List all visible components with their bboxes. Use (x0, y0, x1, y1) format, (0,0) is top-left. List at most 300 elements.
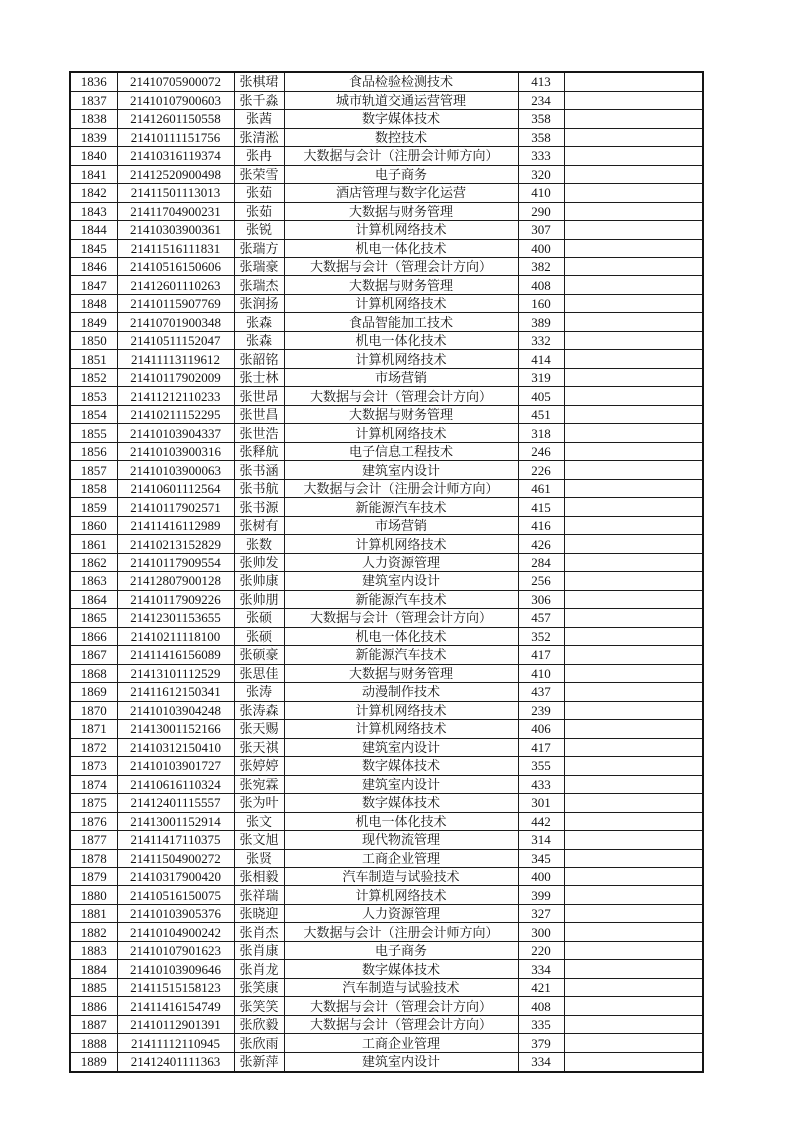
empty-cell (564, 683, 703, 701)
empty-cell (564, 147, 703, 165)
exam-id-cell: 21411113119612 (117, 350, 234, 368)
exam-id-cell: 21410107901623 (117, 941, 234, 959)
exam-id-cell: 21412601150558 (117, 110, 234, 128)
major-cell: 建筑室内设计 (284, 738, 518, 756)
table-row (70, 258, 703, 276)
exam-id-cell: 21411612150341 (117, 683, 234, 701)
score-cell: 307 (518, 221, 564, 239)
row-number-cell: 1861 (70, 535, 117, 553)
major-cell: 计算机网络技术 (284, 424, 518, 442)
score-cell: 421 (518, 978, 564, 996)
row-number-cell: 1873 (70, 757, 117, 775)
major-cell: 市场营销 (284, 516, 518, 534)
score-cell: 451 (518, 405, 564, 423)
exam-id-cell: 21411516111831 (117, 239, 234, 257)
table-row (70, 239, 703, 257)
empty-cell (564, 405, 703, 423)
name-cell: 张晓迎 (234, 904, 284, 922)
exam-id-cell: 21410104900242 (117, 923, 234, 941)
exam-id-cell: 21410516150606 (117, 258, 234, 276)
name-cell: 张笑康 (234, 978, 284, 996)
table-row (70, 646, 703, 664)
exam-id-cell: 21411417110375 (117, 831, 234, 849)
name-cell: 张荣雪 (234, 165, 284, 183)
major-cell: 动漫制作技术 (284, 683, 518, 701)
major-cell: 城市轨道交通运营管理 (284, 91, 518, 109)
score-cell: 355 (518, 757, 564, 775)
row-number-cell: 1841 (70, 165, 117, 183)
table-row (70, 294, 703, 312)
table-row (70, 331, 703, 349)
major-cell: 数字媒体技术 (284, 794, 518, 812)
score-cell: 318 (518, 424, 564, 442)
score-cell: 160 (518, 294, 564, 312)
row-number-cell: 1874 (70, 775, 117, 793)
table-row (70, 147, 703, 165)
table-row (70, 572, 703, 590)
empty-cell (564, 609, 703, 627)
row-number-cell: 1863 (70, 572, 117, 590)
name-cell: 张清淞 (234, 128, 284, 146)
score-cell: 405 (518, 387, 564, 405)
row-number-cell: 1836 (70, 72, 117, 91)
table-row (70, 128, 703, 146)
exam-id-cell: 21410117902571 (117, 498, 234, 516)
name-cell: 张肖康 (234, 941, 284, 959)
name-cell: 张思佳 (234, 664, 284, 682)
empty-cell (564, 239, 703, 257)
row-number-cell: 1845 (70, 239, 117, 257)
exam-id-cell: 21410103900316 (117, 442, 234, 460)
row-number-cell: 1867 (70, 646, 117, 664)
exam-id-cell: 21410112901391 (117, 1015, 234, 1033)
major-cell: 大数据与会计（管理会计方向） (284, 1015, 518, 1033)
table-row (70, 867, 703, 885)
empty-cell (564, 276, 703, 294)
table-row (70, 849, 703, 867)
major-cell: 机电一体化技术 (284, 627, 518, 645)
empty-cell (564, 794, 703, 812)
score-cell: 408 (518, 997, 564, 1015)
score-cell: 239 (518, 701, 564, 719)
table-row (70, 553, 703, 571)
row-number-cell: 1847 (70, 276, 117, 294)
name-cell: 张笑笑 (234, 997, 284, 1015)
name-cell: 张数 (234, 535, 284, 553)
empty-cell (564, 831, 703, 849)
empty-cell (564, 590, 703, 608)
name-cell: 张千淼 (234, 91, 284, 109)
major-cell: 大数据与财务管理 (284, 276, 518, 294)
empty-cell (564, 572, 703, 590)
score-cell: 399 (518, 886, 564, 904)
row-number-cell: 1880 (70, 886, 117, 904)
exam-id-cell: 21413101112529 (117, 664, 234, 682)
exam-id-cell: 21410303900361 (117, 221, 234, 239)
name-cell: 张森 (234, 331, 284, 349)
row-number-cell: 1848 (70, 294, 117, 312)
score-cell: 400 (518, 867, 564, 885)
row-number-cell: 1885 (70, 978, 117, 996)
score-cell: 290 (518, 202, 564, 220)
table-row (70, 812, 703, 830)
table-row (70, 738, 703, 756)
row-number-cell: 1883 (70, 941, 117, 959)
name-cell: 张肖杰 (234, 923, 284, 941)
exam-id-cell: 21410701900348 (117, 313, 234, 331)
score-cell: 345 (518, 849, 564, 867)
major-cell: 大数据与会计（管理会计方向） (284, 609, 518, 627)
table-row (70, 941, 703, 959)
major-cell: 大数据与会计（管理会计方向） (284, 258, 518, 276)
row-number-cell: 1843 (70, 202, 117, 220)
score-cell: 306 (518, 590, 564, 608)
empty-cell (564, 1015, 703, 1033)
major-cell: 计算机网络技术 (284, 535, 518, 553)
empty-cell (564, 997, 703, 1015)
exam-id-cell: 21410103904248 (117, 701, 234, 719)
score-cell: 415 (518, 498, 564, 516)
empty-cell (564, 331, 703, 349)
major-cell: 计算机网络技术 (284, 720, 518, 738)
name-cell: 张瑞方 (234, 239, 284, 257)
empty-cell (564, 128, 703, 146)
major-cell: 数字媒体技术 (284, 110, 518, 128)
table-row (70, 165, 703, 183)
row-number-cell: 1862 (70, 553, 117, 571)
exam-id-cell: 21411501113013 (117, 184, 234, 202)
table-row (70, 757, 703, 775)
score-cell: 416 (518, 516, 564, 534)
empty-cell (564, 757, 703, 775)
score-cell: 220 (518, 941, 564, 959)
empty-cell (564, 775, 703, 793)
table-row (70, 1034, 703, 1052)
major-cell: 工商企业管理 (284, 1034, 518, 1052)
score-cell: 300 (518, 923, 564, 941)
name-cell: 张帅康 (234, 572, 284, 590)
row-number-cell: 1849 (70, 313, 117, 331)
major-cell: 大数据与财务管理 (284, 405, 518, 423)
empty-cell (564, 165, 703, 183)
name-cell: 张书涵 (234, 461, 284, 479)
score-cell: 417 (518, 738, 564, 756)
row-number-cell: 1839 (70, 128, 117, 146)
empty-cell (564, 72, 703, 91)
table-row (70, 72, 703, 91)
score-cell: 406 (518, 720, 564, 738)
name-cell: 张硕 (234, 627, 284, 645)
name-cell: 张书源 (234, 498, 284, 516)
empty-cell (564, 91, 703, 109)
name-cell: 张帅朋 (234, 590, 284, 608)
major-cell: 人力资源管理 (284, 904, 518, 922)
exam-id-cell: 21410117909554 (117, 553, 234, 571)
score-cell: 442 (518, 812, 564, 830)
row-number-cell: 1871 (70, 720, 117, 738)
name-cell: 张欣雨 (234, 1034, 284, 1052)
exam-id-cell: 21410312150410 (117, 738, 234, 756)
name-cell: 张瑞豪 (234, 258, 284, 276)
table-row (70, 91, 703, 109)
name-cell: 张茜 (234, 110, 284, 128)
exam-id-cell: 21412301153655 (117, 609, 234, 627)
row-number-cell: 1844 (70, 221, 117, 239)
name-cell: 张润扬 (234, 294, 284, 312)
table-row (70, 479, 703, 497)
table-row (70, 1052, 703, 1072)
exam-id-cell: 21410516150075 (117, 886, 234, 904)
score-cell: 461 (518, 479, 564, 497)
table-row (70, 775, 703, 793)
major-cell: 市场营销 (284, 368, 518, 386)
exam-id-cell: 21411416154749 (117, 997, 234, 1015)
major-cell: 大数据与会计（注册会计师方向） (284, 147, 518, 165)
table-row (70, 609, 703, 627)
exam-id-cell: 21410705900072 (117, 72, 234, 91)
row-number-cell: 1856 (70, 442, 117, 460)
empty-cell (564, 387, 703, 405)
row-number-cell: 1864 (70, 590, 117, 608)
table-row (70, 276, 703, 294)
major-cell: 建筑室内设计 (284, 1052, 518, 1072)
table-row (70, 1015, 703, 1033)
row-number-cell: 1858 (70, 479, 117, 497)
major-cell: 大数据与会计（注册会计师方向） (284, 479, 518, 497)
exam-id-cell: 21410213152829 (117, 535, 234, 553)
row-number-cell: 1865 (70, 609, 117, 627)
row-number-cell: 1852 (70, 368, 117, 386)
exam-id-cell: 21410103904337 (117, 424, 234, 442)
table-row (70, 701, 703, 719)
empty-cell (564, 867, 703, 885)
table-row (70, 923, 703, 941)
name-cell: 张世昂 (234, 387, 284, 405)
exam-id-cell: 21410211118100 (117, 627, 234, 645)
name-cell: 张硕豪 (234, 646, 284, 664)
score-cell: 234 (518, 91, 564, 109)
name-cell: 张茹 (234, 184, 284, 202)
name-cell: 张祥瑞 (234, 886, 284, 904)
major-cell: 计算机网络技术 (284, 886, 518, 904)
row-number-cell: 1878 (70, 849, 117, 867)
name-cell: 张硕 (234, 609, 284, 627)
exam-id-cell: 21410316119374 (117, 147, 234, 165)
row-number-cell: 1842 (70, 184, 117, 202)
exam-id-cell: 21410107900603 (117, 91, 234, 109)
table-row (70, 498, 703, 516)
score-cell: 226 (518, 461, 564, 479)
exam-id-cell: 21410103900063 (117, 461, 234, 479)
exam-id-cell: 21410317900420 (117, 867, 234, 885)
row-number-cell: 1889 (70, 1052, 117, 1072)
empty-cell (564, 904, 703, 922)
exam-id-cell: 21413001152166 (117, 720, 234, 738)
empty-cell (564, 258, 703, 276)
score-cell: 319 (518, 368, 564, 386)
exam-id-cell: 21412601110263 (117, 276, 234, 294)
table-row (70, 997, 703, 1015)
name-cell: 张茹 (234, 202, 284, 220)
score-cell: 433 (518, 775, 564, 793)
score-cell: 389 (518, 313, 564, 331)
major-cell: 大数据与会计（管理会计方向） (284, 997, 518, 1015)
name-cell: 张瑞杰 (234, 276, 284, 294)
major-cell: 大数据与会计（注册会计师方向） (284, 923, 518, 941)
table-row (70, 535, 703, 553)
row-number-cell: 1854 (70, 405, 117, 423)
score-cell: 379 (518, 1034, 564, 1052)
empty-cell (564, 110, 703, 128)
empty-cell (564, 313, 703, 331)
empty-cell (564, 202, 703, 220)
name-cell: 张书航 (234, 479, 284, 497)
row-number-cell: 1870 (70, 701, 117, 719)
empty-cell (564, 849, 703, 867)
empty-cell (564, 424, 703, 442)
row-number-cell: 1859 (70, 498, 117, 516)
row-number-cell: 1866 (70, 627, 117, 645)
table-row (70, 405, 703, 423)
empty-cell (564, 941, 703, 959)
name-cell: 张文旭 (234, 831, 284, 849)
row-number-cell: 1872 (70, 738, 117, 756)
major-cell: 建筑室内设计 (284, 461, 518, 479)
score-cell: 320 (518, 165, 564, 183)
row-number-cell: 1877 (70, 831, 117, 849)
name-cell: 张世昌 (234, 405, 284, 423)
exam-id-cell: 21411416112989 (117, 516, 234, 534)
row-number-cell: 1875 (70, 794, 117, 812)
row-number-cell: 1886 (70, 997, 117, 1015)
row-number-cell: 1837 (70, 91, 117, 109)
table-row (70, 886, 703, 904)
empty-cell (564, 738, 703, 756)
score-cell: 332 (518, 331, 564, 349)
name-cell: 张婷婷 (234, 757, 284, 775)
exam-id-cell: 21410616110324 (117, 775, 234, 793)
empty-cell (564, 442, 703, 460)
name-cell: 张宛霖 (234, 775, 284, 793)
score-cell: 256 (518, 572, 564, 590)
table-row (70, 683, 703, 701)
name-cell: 张释航 (234, 442, 284, 460)
major-cell: 食品智能加工技术 (284, 313, 518, 331)
major-cell: 数字媒体技术 (284, 960, 518, 978)
name-cell: 张棋珺 (234, 72, 284, 91)
name-cell: 张帅发 (234, 553, 284, 571)
name-cell: 张世浩 (234, 424, 284, 442)
row-number-cell: 1853 (70, 387, 117, 405)
empty-cell (564, 553, 703, 571)
major-cell: 新能源汽车技术 (284, 646, 518, 664)
name-cell: 张文 (234, 812, 284, 830)
table-row (70, 110, 703, 128)
major-cell: 计算机网络技术 (284, 221, 518, 239)
exam-id-cell: 21410103909646 (117, 960, 234, 978)
major-cell: 机电一体化技术 (284, 331, 518, 349)
table-row (70, 664, 703, 682)
name-cell: 张锐 (234, 221, 284, 239)
major-cell: 新能源汽车技术 (284, 590, 518, 608)
major-cell: 机电一体化技术 (284, 239, 518, 257)
score-cell: 358 (518, 110, 564, 128)
exam-id-cell: 21410103905376 (117, 904, 234, 922)
row-number-cell: 1850 (70, 331, 117, 349)
exam-id-cell: 21410117902009 (117, 368, 234, 386)
table-row (70, 794, 703, 812)
major-cell: 机电一体化技术 (284, 812, 518, 830)
table-row (70, 720, 703, 738)
row-number-cell: 1868 (70, 664, 117, 682)
empty-cell (564, 535, 703, 553)
score-cell: 314 (518, 831, 564, 849)
name-cell: 张天赐 (234, 720, 284, 738)
major-cell: 电子商务 (284, 941, 518, 959)
exam-id-cell: 21413001152914 (117, 812, 234, 830)
exam-id-cell: 21411704900231 (117, 202, 234, 220)
row-number-cell: 1879 (70, 867, 117, 885)
empty-cell (564, 461, 703, 479)
row-number-cell: 1855 (70, 424, 117, 442)
table-row (70, 350, 703, 368)
score-cell: 352 (518, 627, 564, 645)
table-row (70, 313, 703, 331)
score-cell: 410 (518, 184, 564, 202)
row-number-cell: 1884 (70, 960, 117, 978)
major-cell: 新能源汽车技术 (284, 498, 518, 516)
exam-id-cell: 21412807900128 (117, 572, 234, 590)
major-cell: 工商企业管理 (284, 849, 518, 867)
exam-id-cell: 21410211152295 (117, 405, 234, 423)
exam-id-cell: 21412401115557 (117, 794, 234, 812)
major-cell: 建筑室内设计 (284, 775, 518, 793)
major-cell: 食品检验检测技术 (284, 72, 518, 91)
name-cell: 张天祺 (234, 738, 284, 756)
table-row (70, 221, 703, 239)
score-table-body (70, 72, 703, 1072)
score-cell: 413 (518, 72, 564, 91)
empty-cell (564, 701, 703, 719)
major-cell: 数字媒体技术 (284, 757, 518, 775)
empty-cell (564, 978, 703, 996)
major-cell: 汽车制造与试验技术 (284, 867, 518, 885)
exam-id-cell: 21411112110945 (117, 1034, 234, 1052)
major-cell: 电子商务 (284, 165, 518, 183)
name-cell: 张森 (234, 313, 284, 331)
empty-cell (564, 479, 703, 497)
table-row (70, 387, 703, 405)
table-row (70, 516, 703, 534)
table-row (70, 627, 703, 645)
score-cell: 426 (518, 535, 564, 553)
table-row (70, 831, 703, 849)
row-number-cell: 1840 (70, 147, 117, 165)
exam-id-cell: 21411504900272 (117, 849, 234, 867)
name-cell: 张欣毅 (234, 1015, 284, 1033)
name-cell: 张士林 (234, 368, 284, 386)
score-cell: 334 (518, 1052, 564, 1072)
score-cell: 284 (518, 553, 564, 571)
name-cell: 张涛 (234, 683, 284, 701)
table-row (70, 424, 703, 442)
empty-cell (564, 498, 703, 516)
table-row (70, 368, 703, 386)
empty-cell (564, 646, 703, 664)
score-cell: 437 (518, 683, 564, 701)
row-number-cell: 1846 (70, 258, 117, 276)
score-table (69, 71, 704, 1073)
